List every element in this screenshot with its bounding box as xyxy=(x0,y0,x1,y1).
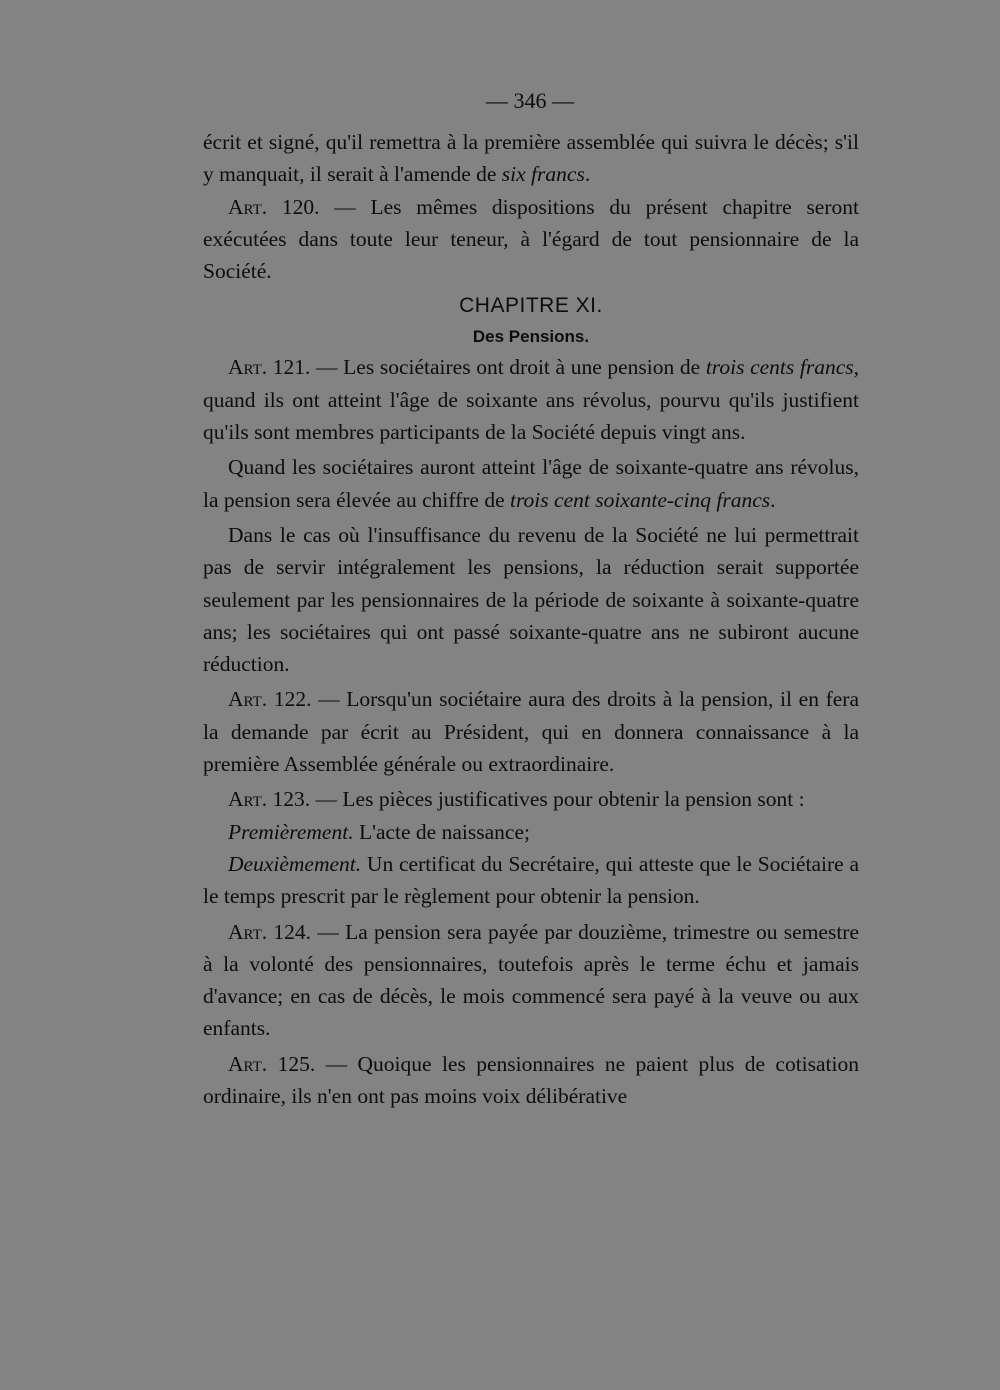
article-text-2: , quand ils ont atteint l'âge de soixante ans révolus, pourvu qu'ils justifient qu'ils sont membres participants de la Société depuis vingt ans. xyxy=(203,355,859,445)
article-123-item-2 xyxy=(203,848,859,913)
article-label: Art. 122. xyxy=(228,687,312,712)
article-label: Art. 125. xyxy=(228,1051,316,1076)
paragraph-italic: trois cent soixante-cinq francs xyxy=(510,487,771,512)
paragraph-text: Quand les sociétaires auront atteint l'âge de soixante-quatre ans révolus, la pension sera élevée au chiffre de xyxy=(203,455,859,512)
article-text: — Les pièces justificatives pour obtenir la pension sont : xyxy=(310,787,805,812)
item-label: Deuxièmement. xyxy=(228,851,362,876)
article-125 xyxy=(203,1048,859,1113)
item-text: L'acte de naissance; xyxy=(353,819,530,844)
article-label: Art. 123. xyxy=(228,787,311,812)
article-124 xyxy=(203,916,859,1045)
continuation-italic: six francs xyxy=(501,162,585,187)
page-number: — 346 — xyxy=(486,88,574,113)
chapter-title: CHAPITRE XI. xyxy=(459,294,603,318)
article-label: Art. 121. xyxy=(228,355,311,380)
article-text: — Lorsqu'un sociétaire aura des droits à la pension, il en fera la demande par écrit au Président, qui en donnera connaissance à la première Assemblée générale ou extraordinaire. xyxy=(203,687,859,777)
article-label: Art. 124. xyxy=(228,919,312,944)
article-text: — Quoique les pensionnaires ne paient plus de cotisation ordinaire, ils n'en ont pas moins voix délibérative xyxy=(203,1051,860,1109)
article-121 xyxy=(203,351,859,448)
article-text: — Les sociétaires ont droit à une pension de xyxy=(310,355,706,380)
item-label: Premièrement. xyxy=(228,819,354,844)
article-122 xyxy=(203,683,859,780)
article-italic: trois cents francs xyxy=(705,355,854,380)
item-text: Un certificat du Secrétaire, qui atteste que le Sociétaire a le temps prescrit par le règlement pour obtenir la pension. xyxy=(203,851,859,909)
article-121-paragraph-2 xyxy=(203,451,859,516)
text-column xyxy=(203,126,859,1112)
continuation-text: écrit et signé, qu'il remettra à la première assemblée qui suivra le décès; s'il y manquait, il serait à l'amende de xyxy=(203,130,859,187)
continuation-end: . xyxy=(584,162,591,187)
chapter-subtitle: Des Pensions. xyxy=(472,327,590,347)
article-123 xyxy=(203,783,859,815)
article-text: — La pension sera payée par douzième, trimestre ou semestre à la volonté des pensionnaires, toutefois après le terme échu et jamais d'avance; en cas de décès, le mois commencé sera payé à la veuve ou aux enfants. xyxy=(203,919,859,1041)
paragraph-end: . xyxy=(770,487,776,512)
article-text: — Les mêmes dispositions du présent chapitre seront exécutées dans toute leur teneur, à l'égard de tout pensionnaire de la Société. xyxy=(203,194,859,284)
article-123-item-1 xyxy=(203,816,859,848)
article-121-paragraph-3: Dans le cas où l'insuffisance du revenu de la Société ne lui permettrait pas de servir intégralement les pensions, la réduction serait supportée seulement par les pensionnaires de la période de soixante à soixante-quatre ans; les sociétaires qui ont passé soixante-quatre ans ne subiront aucune réduction. xyxy=(203,522,859,677)
paragraph-continuation xyxy=(203,126,859,191)
article-label: Art. 120. xyxy=(228,194,320,219)
article-120 xyxy=(203,191,859,288)
